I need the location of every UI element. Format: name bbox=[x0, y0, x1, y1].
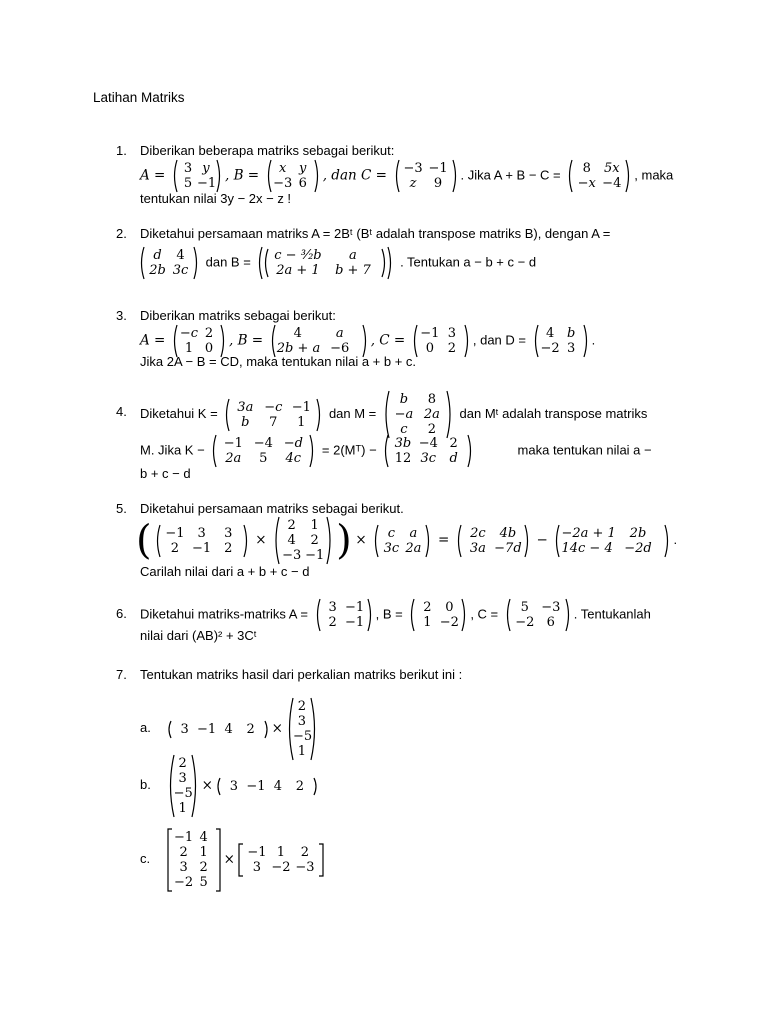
equation-text: , B = bbox=[375, 606, 403, 622]
matrix-cell: 1 bbox=[276, 845, 286, 860]
matrix-cell: x bbox=[279, 161, 287, 176]
matrix-cell: 4 bbox=[176, 248, 185, 263]
matrix-cell: 5 bbox=[199, 875, 208, 890]
matrix-b bbox=[269, 324, 369, 358]
matrix-cell: 3 bbox=[179, 860, 188, 875]
matrix-cell: 0 bbox=[445, 600, 454, 615]
matrix-cell: −1 bbox=[291, 399, 311, 415]
matrix-cell: 2b bbox=[149, 263, 166, 278]
row-matrix bbox=[215, 777, 319, 796]
matrix-cell: −4 bbox=[602, 176, 622, 191]
row-matrix bbox=[166, 720, 270, 739]
matrix-cell: −1 bbox=[196, 176, 217, 191]
matrix-cell: 4 bbox=[545, 326, 555, 341]
matrix-cell: 2 bbox=[300, 845, 310, 860]
matrix-cell: −1 bbox=[247, 845, 267, 860]
matrix-cell: b bbox=[566, 326, 576, 341]
subquestion-c bbox=[140, 828, 327, 892]
matrix-cell: −a bbox=[394, 407, 414, 422]
matrix-cell: 2b bbox=[629, 525, 647, 541]
matrix-cell: −2 bbox=[540, 341, 560, 356]
matrix-cell: −5 bbox=[292, 729, 313, 744]
matrix-cell: 7 bbox=[269, 414, 278, 430]
question-number: 4. bbox=[116, 404, 127, 419]
matrix-cell: 3 bbox=[197, 525, 206, 541]
matrix-cell: −6 bbox=[330, 341, 350, 356]
matrix-cell: b bbox=[241, 414, 250, 430]
matrix-cell: 0 bbox=[425, 341, 434, 356]
minus-sign: − bbox=[536, 531, 548, 548]
question-text: Tentukan matriks hasil dari perkalian matriks berikut ini : bbox=[140, 667, 463, 682]
matrix-cell: 3 bbox=[224, 525, 233, 541]
matrix-cell: 2 bbox=[199, 860, 208, 875]
matrix-cell: 2 bbox=[178, 756, 187, 771]
equation-text: maka tentukan nilai a − bbox=[517, 442, 652, 458]
matrix-cell: 3 bbox=[566, 341, 576, 356]
matrix-cell: −2a + 1 bbox=[561, 525, 616, 541]
equation-text: Diketahui K = bbox=[140, 405, 218, 421]
equation-text: , B = bbox=[228, 332, 264, 349]
equation-text: = 2(Mᵀ) − bbox=[321, 442, 377, 458]
matrix-cell: −d bbox=[283, 436, 303, 451]
matrix-cell: 3 bbox=[252, 860, 262, 875]
matrix-cell: −1 bbox=[165, 525, 185, 541]
subquestion-label: b. bbox=[140, 777, 151, 793]
matrix-cell: −1 bbox=[428, 161, 448, 176]
subquestion-b bbox=[140, 754, 321, 818]
outer-paren-close: ) bbox=[336, 517, 352, 564]
matrix-d bbox=[532, 324, 590, 358]
equation-text: A = bbox=[140, 167, 166, 184]
matrix-cell: 2 bbox=[447, 341, 456, 356]
matrix-a bbox=[171, 324, 227, 358]
matrix-cell: 4 bbox=[287, 533, 296, 548]
matrix-cell: −7d bbox=[494, 540, 522, 556]
matrix-cell: 3c bbox=[383, 540, 400, 556]
matrix-cell: 2 bbox=[310, 533, 319, 548]
matrix-cell: −3 bbox=[541, 600, 561, 615]
matrix-cell: 2a bbox=[423, 407, 440, 422]
matrix-cell: 14c − 4 bbox=[561, 540, 613, 556]
subquestion-label: c. bbox=[140, 851, 151, 867]
question-equation bbox=[136, 516, 677, 565]
matrix-cell: d bbox=[153, 248, 162, 263]
matrix-cell: 2b + a bbox=[276, 341, 321, 356]
matrix-cell: −2 bbox=[515, 615, 535, 630]
column-matrix bbox=[285, 697, 319, 761]
matrix-cell: −1 bbox=[305, 548, 325, 563]
matrix-cell: −3 bbox=[273, 176, 293, 191]
equation-text: , C = bbox=[470, 606, 499, 622]
matrix-cell: 5x bbox=[603, 161, 620, 176]
equation-text: . bbox=[673, 531, 678, 547]
matrix-cell: −4 bbox=[418, 436, 438, 451]
equals-sign: = bbox=[437, 531, 450, 548]
question-equation bbox=[140, 390, 647, 439]
matrix-cell: d bbox=[449, 451, 458, 466]
question-equation bbox=[140, 159, 673, 193]
matrix-cell: 1 bbox=[310, 518, 319, 533]
matrix-cell: −1 bbox=[174, 830, 194, 845]
matrix-c bbox=[504, 598, 572, 632]
matrix-cell: −c bbox=[264, 399, 283, 415]
matrix-cell: −2 bbox=[271, 860, 291, 875]
matrix-cell: 3 bbox=[180, 721, 189, 737]
matrix-cell: 1 bbox=[184, 341, 194, 356]
matrix-e bbox=[553, 524, 671, 558]
equation-text: M. Jika K − bbox=[140, 442, 205, 458]
matrix-cell: −2 bbox=[174, 875, 194, 890]
matrix-a bbox=[314, 598, 374, 632]
question-number: 6. bbox=[116, 606, 127, 621]
matrix-cell: −3 bbox=[295, 860, 315, 875]
matrix-k bbox=[223, 398, 323, 432]
matrix-cell: y bbox=[202, 161, 210, 176]
question-equation bbox=[140, 598, 651, 632]
matrix-cell: 1 bbox=[423, 615, 432, 630]
matrix-cell: 1 bbox=[199, 845, 208, 860]
matrix-cell: 2 bbox=[328, 615, 337, 630]
matrix-4x2 bbox=[166, 828, 222, 892]
matrix-cell: 3b bbox=[394, 436, 412, 451]
matrix-cell: 2a + 1 bbox=[276, 263, 320, 278]
matrix-cell: 4b bbox=[499, 525, 517, 541]
matrix-cell: −2d bbox=[624, 540, 652, 556]
matrix-cell: y bbox=[299, 161, 307, 176]
matrix-cell: a bbox=[335, 326, 344, 341]
matrix-cell: −1 bbox=[345, 600, 365, 615]
matrix-b bbox=[265, 159, 321, 193]
equation-text: . Tentukanlah bbox=[573, 606, 651, 622]
matrix-q bbox=[382, 434, 474, 468]
matrix-cell: z bbox=[409, 176, 417, 191]
matrix-cell: 4 bbox=[273, 778, 283, 794]
matrix-cell: 3c bbox=[172, 263, 189, 278]
matrix-b bbox=[256, 246, 394, 280]
matrix-cell: 4 bbox=[199, 830, 208, 845]
page-title: Latihan Matriks bbox=[93, 90, 185, 105]
matrix-cell: −x bbox=[577, 176, 596, 191]
matrix-cell: 2a bbox=[405, 540, 422, 556]
matrix-cell: b bbox=[399, 392, 409, 407]
question-number: 1. bbox=[116, 143, 127, 158]
matrix-cell: 9 bbox=[433, 176, 443, 191]
equation-text: . Jika A + B − C = bbox=[460, 167, 561, 183]
matrix-cell: a bbox=[409, 525, 418, 541]
question-text: nilai dari (AB)² + 3Cᵗ bbox=[140, 628, 257, 643]
matrix-c bbox=[411, 324, 471, 358]
matrix-cell: 6 bbox=[298, 176, 307, 191]
subquestion-label: a. bbox=[140, 720, 151, 736]
matrix-cell: 1 bbox=[178, 801, 187, 816]
matrix-cell: −3 bbox=[282, 548, 302, 563]
matrix-cell: 2 bbox=[246, 721, 255, 737]
matrix-cell: 2 bbox=[449, 436, 458, 451]
matrix-cell: −1 bbox=[420, 326, 440, 341]
matrix-cell: 3a bbox=[237, 399, 254, 415]
matrix-cell: 2 bbox=[297, 699, 307, 714]
equation-text: dan B = bbox=[205, 254, 251, 270]
question-text: Diketahui persamaan matriks sebagai berikut. bbox=[140, 501, 404, 516]
matrix-cell: 5 bbox=[520, 600, 529, 615]
matrix-cell: −c bbox=[179, 326, 199, 341]
matrix-cell: 4 bbox=[293, 326, 302, 341]
matrix-cell: 1 bbox=[297, 744, 307, 759]
matrix-cell: −1 bbox=[197, 721, 217, 737]
matrix-d bbox=[455, 524, 531, 558]
subquestion-a bbox=[140, 697, 321, 761]
matrix-cell: 12 bbox=[394, 451, 412, 466]
times-sign: × bbox=[271, 720, 283, 737]
question-equation bbox=[140, 434, 652, 468]
question-number: 2. bbox=[116, 226, 127, 241]
matrix-cell: 2 bbox=[204, 326, 214, 341]
matrix-cell: c bbox=[387, 525, 395, 541]
matrix-cell: c − ³⁄₂b bbox=[274, 248, 322, 263]
equation-text: . Tentukan a − b + c − d bbox=[400, 254, 537, 270]
matrix-cell: 2 bbox=[170, 540, 180, 556]
times-sign: × bbox=[255, 531, 267, 548]
column-matrix bbox=[166, 754, 200, 818]
matrix-cell: 2a bbox=[225, 451, 242, 466]
question-text: Diberikan matriks sebagai berikut: bbox=[140, 308, 336, 323]
times-sign: × bbox=[355, 531, 367, 548]
matrix-cell: 8 bbox=[582, 161, 591, 176]
matrix-b bbox=[272, 516, 334, 565]
equation-text: , dan C = bbox=[322, 167, 387, 184]
matrix-cell: a bbox=[349, 248, 357, 263]
matrix-cell: 3a bbox=[469, 540, 486, 556]
matrix-a bbox=[171, 159, 223, 193]
equation-text: , C = bbox=[370, 332, 406, 349]
equation-text: , dan D = bbox=[472, 332, 526, 348]
question-text: tentukan nilai 3y − 2x − z ! bbox=[140, 191, 292, 206]
matrix-c bbox=[393, 159, 459, 193]
equation-text: dan M = bbox=[328, 405, 377, 421]
matrix-cell: 2 bbox=[179, 845, 188, 860]
matrix-c bbox=[372, 524, 432, 558]
matrix-cell: 5 bbox=[183, 176, 193, 191]
question-number: 5. bbox=[116, 501, 127, 516]
equation-text: Diketahui matriks-matriks A = bbox=[140, 606, 308, 622]
matrix-2x3 bbox=[237, 843, 325, 877]
matrix-cell: 8 bbox=[427, 392, 437, 407]
matrix-cell: 2 bbox=[224, 540, 233, 556]
matrix-p bbox=[210, 434, 316, 468]
matrix-m bbox=[382, 390, 454, 439]
question-equation bbox=[140, 324, 595, 358]
question-text: Diberikan beberapa matriks sebagai berikut: bbox=[140, 143, 395, 158]
matrix-cell: 3 bbox=[447, 326, 456, 341]
equation-text: . bbox=[591, 332, 596, 348]
question-text: Jika 2A − B = CD, maka tentukan nilai a + b + c. bbox=[140, 354, 417, 369]
equation-text: A = bbox=[140, 332, 166, 349]
matrix-cell: −1 bbox=[345, 615, 365, 630]
matrix-cell: 3c bbox=[420, 451, 437, 466]
matrix-cell: 2 bbox=[423, 600, 432, 615]
question-number: 3. bbox=[116, 308, 127, 323]
matrix-cell: 4 bbox=[224, 721, 233, 737]
matrix-cell: 2 bbox=[295, 778, 305, 794]
matrix-cell: −1 bbox=[223, 436, 243, 451]
times-sign: × bbox=[223, 851, 235, 868]
equation-text: dan Mᵗ adalah transpose matriks bbox=[459, 405, 648, 421]
matrix-cell: c bbox=[400, 422, 408, 437]
question-text: b + c − d bbox=[140, 466, 191, 481]
equation-text: , B = bbox=[224, 167, 260, 184]
matrix-cell: −1 bbox=[192, 540, 212, 556]
matrix-cell: 3 bbox=[297, 714, 307, 729]
matrix-cell: −3 bbox=[403, 161, 423, 176]
matrix-cell: 3 bbox=[229, 778, 239, 794]
matrix-cell: 3 bbox=[178, 771, 187, 786]
matrix-cell: 5 bbox=[259, 451, 268, 466]
matrix-cell: 0 bbox=[204, 341, 214, 356]
matrix-cell: −2 bbox=[439, 615, 459, 630]
matrix-cell: −5 bbox=[173, 786, 193, 801]
matrix-a bbox=[154, 524, 250, 558]
matrix-cell: −4 bbox=[253, 436, 273, 451]
outer-paren-open: ( bbox=[136, 517, 152, 564]
matrix-cell: 3 bbox=[183, 161, 193, 176]
matrix-cell: 4c bbox=[285, 451, 302, 466]
matrix-cell: b + 7 bbox=[335, 263, 371, 278]
matrix-a bbox=[138, 246, 200, 280]
equation-text: , maka bbox=[634, 167, 674, 183]
matrix-cell: 2 bbox=[287, 518, 296, 533]
matrix-cell: 6 bbox=[546, 615, 555, 630]
matrix-b bbox=[408, 598, 468, 632]
times-sign: × bbox=[201, 777, 213, 794]
matrix-cell: 3 bbox=[328, 600, 337, 615]
question-equation bbox=[136, 246, 536, 280]
matrix-cell: −1 bbox=[246, 778, 266, 794]
matrix-cell: 2 bbox=[427, 422, 437, 437]
matrix-cell: 1 bbox=[297, 414, 306, 430]
question-text: Diketahui persamaan matriks A = 2Bᵗ (Bᵗ adalah transpose matriks B), dengan A = bbox=[140, 226, 611, 241]
question-text: Carilah nilai dari a + b + c − d bbox=[140, 564, 310, 579]
matrix-result bbox=[566, 159, 632, 193]
question-number: 7. bbox=[116, 667, 127, 682]
matrix-cell: 2c bbox=[470, 525, 486, 541]
